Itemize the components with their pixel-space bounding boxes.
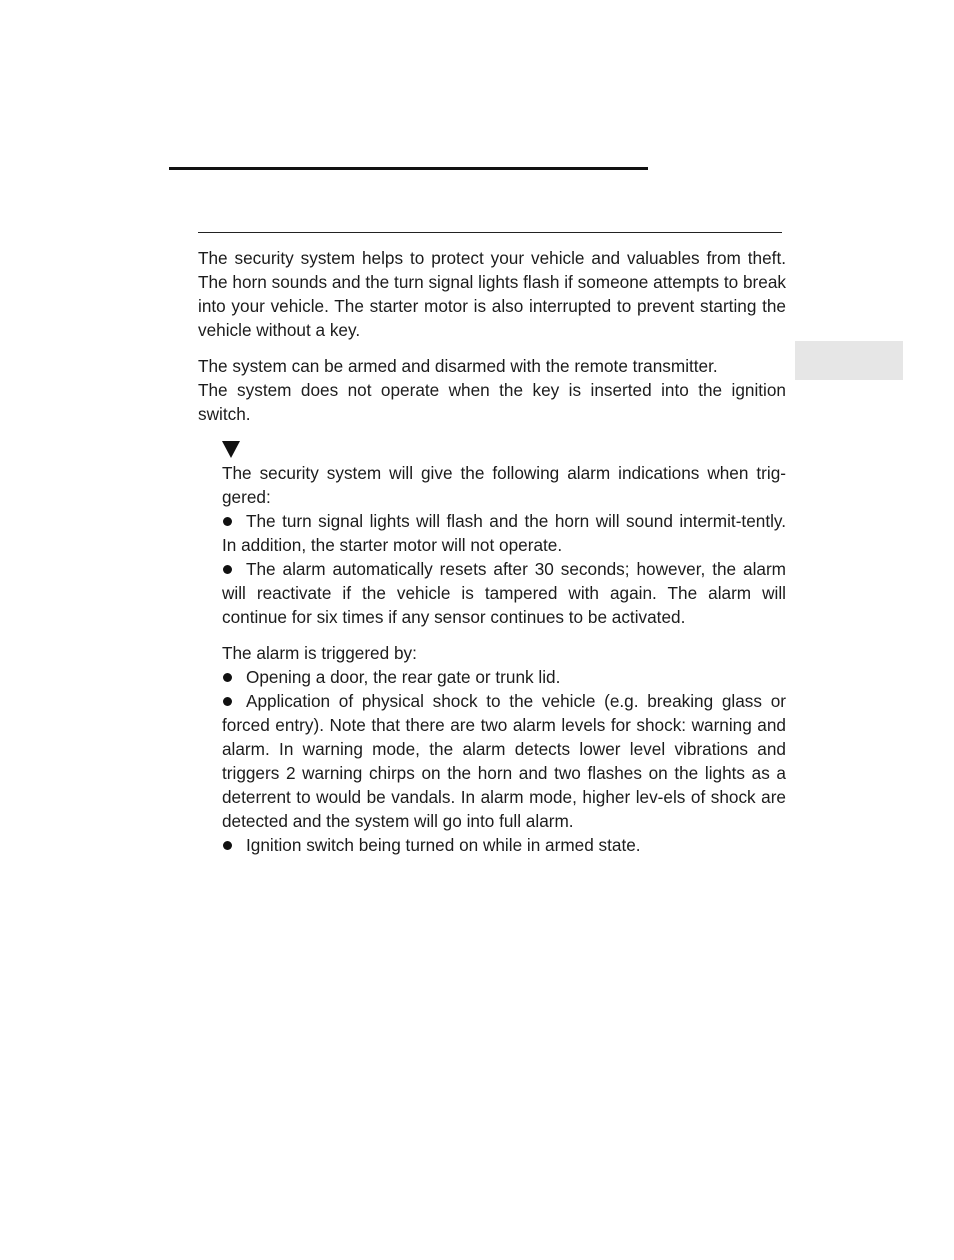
list-item (222, 689, 786, 833)
arming-line: The system can be armed and disarmed with the remote transmitter. (198, 356, 718, 376)
alarm-indications-block (222, 461, 786, 629)
list-item (222, 557, 786, 629)
chapter-side-tab (795, 341, 903, 380)
bullet-icon (223, 565, 232, 574)
list-item (222, 665, 786, 689)
section-rule-thick (169, 167, 648, 170)
alarm-triggers-lead: The alarm is triggered by: (222, 643, 417, 663)
subsection-rule-thin (198, 232, 782, 233)
bullet-icon (223, 697, 232, 706)
alarm-indications-lead: The security system will give the following alarm indications when trig-gered: (222, 463, 786, 507)
ignition-note-line: The system does not operate when the key is inserted into the ignition switch. (198, 380, 786, 424)
alarm-triggers-block (222, 641, 786, 857)
list-item-text: The alarm automatically resets after 30 seconds; however, the alarm will reactivate if the vehicle is tampered with again. The alarm will continue for six times if any sensor continues to be activated. (222, 559, 786, 627)
bullet-icon (223, 841, 232, 850)
bullet-icon (223, 517, 232, 526)
arming-paragraph (198, 354, 786, 426)
list-item-text: The turn signal lights will flash and the horn will sound intermit-tently. In addition, the starter motor will not operate. (222, 511, 786, 555)
down-triangle-icon (222, 441, 240, 458)
list-item (222, 833, 786, 857)
list-item-text: Ignition switch being turned on while in armed state. (246, 835, 641, 855)
list-item (222, 509, 786, 557)
bullet-icon (223, 673, 232, 682)
intro-paragraph (198, 246, 786, 342)
list-item-text: Opening a door, the rear gate or trunk lid. (246, 667, 561, 687)
intro-text: The security system helps to protect your vehicle and valuables from theft. The horn sounds and the turn signal lights flash if someone attempts to break into your vehicle. The starter motor is also interrupted to prevent starting the vehicle without a key. (198, 248, 786, 340)
list-item-text: Application of physical shock to the vehicle (e.g. breaking glass or forced entry). Note that there are two alarm levels for shock: warning and alarm. In warning mode, the alarm detects lower level vibrations and triggers 2 warning chirps on the horn and two flashes on the lights as a deterrent to would be vandals. In alarm mode, higher lev-els of shock are detected and the system will go into full alarm. (222, 691, 786, 831)
